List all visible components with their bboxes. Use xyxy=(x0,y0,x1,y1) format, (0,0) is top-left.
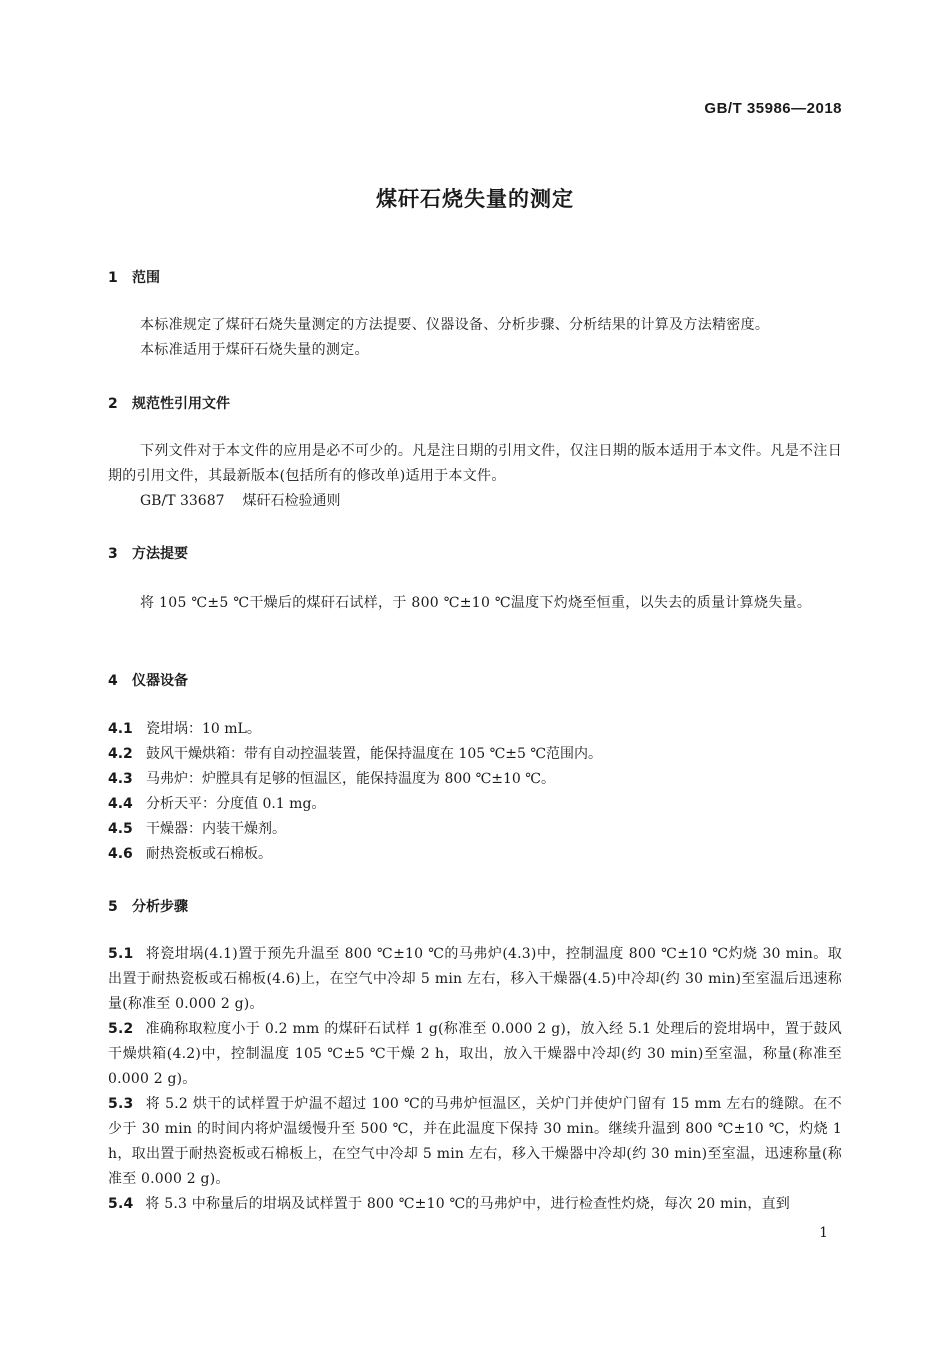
standard-number: GB/T 35986—2018 xyxy=(704,100,842,117)
section-heading-scope xyxy=(108,267,160,287)
section-number: 4 xyxy=(108,673,118,689)
section-number: 1 xyxy=(108,270,118,286)
section-number: 2 xyxy=(108,396,118,412)
list-item xyxy=(108,767,555,792)
item-text: 鼓风干燥烘箱：带有自动控温装置，能保持温度在 105 ℃±5 ℃范围内。 xyxy=(146,746,603,762)
step-text: 将瓷坩埚(4.1)置于预先升温至 800 ℃±10 ℃的马弗炉(4.3)中，控制温度 800 ℃±10 ℃灼烧 30 min。取出置于耐热瓷板或石棉板(4.6)上，在空气中冷却 5 min 左右，移入干燥器(4.5)中冷却(约 30 min)至室温后迅速称量(称准至 0.000 2 g)。 xyxy=(108,946,842,1012)
list-item xyxy=(108,717,261,742)
section-title: 方法提要 xyxy=(132,546,188,562)
item-number: 4.1 xyxy=(108,721,133,737)
item-text: 分析天平：分度值 0.1 mg。 xyxy=(146,796,326,812)
step-number: 5.1 xyxy=(108,946,134,962)
section-heading-apparatus xyxy=(108,670,188,690)
section-title: 分析步骤 xyxy=(132,899,188,915)
item-number: 4.3 xyxy=(108,771,133,787)
procedure-step xyxy=(108,1017,842,1092)
item-text: 瓷坩埚：10 mL。 xyxy=(146,721,261,737)
page-number: 1 xyxy=(819,1225,828,1241)
step-number: 5.4 xyxy=(108,1196,134,1212)
item-number: 4.4 xyxy=(108,796,133,812)
reference-title: 煤矸石检验通则 xyxy=(242,493,341,509)
list-item xyxy=(108,817,286,842)
item-number: 4.2 xyxy=(108,746,133,762)
step-number: 5.3 xyxy=(108,1096,134,1112)
step-text: 将 5.2 烘干的试样置于炉温不超过 100 ℃的马弗炉恒温区，关炉门并使炉门留有 15 mm 左右的缝隙。在不少于 30 min 的时间内将炉温缓慢升至 500 ℃，并在此温度下保持 30 min。继续升温到 800 ℃±10 ℃，灼烧 1 h，取出置于耐热瓷板或石棉板上，在空气中冷却 5 min 左右，移入干燥器中冷却(约 30 min)至室温，迅速称量(称准至 0.000 2 g)。 xyxy=(108,1096,842,1187)
procedure-step xyxy=(108,1192,842,1217)
paragraph: 下列文件对于本文件的应用是必不可少的。凡是注日期的引用文件，仅注日期的版本适用于本文件。凡是不注日期的引用文件，其最新版本(包括所有的修改单)适用于本文件。 xyxy=(108,443,842,484)
section-title: 仪器设备 xyxy=(132,673,188,689)
paragraph: 将 105 ℃±5 ℃干燥后的煤矸石试样，于 800 ℃±10 ℃温度下灼烧至恒重，以失去的质量计算烧失量。 xyxy=(140,595,812,611)
item-text: 耐热瓷板或石棉板。 xyxy=(146,846,272,862)
section-number: 5 xyxy=(108,899,118,915)
list-item xyxy=(108,742,602,767)
item-number: 4.6 xyxy=(108,846,133,862)
step-text: 准确称取粒度小于 0.2 mm 的煤矸石试样 1 g(称准至 0.000 2 g)，放入经 5.1 处理后的瓷坩埚中，置于鼓风干燥烘箱(4.2)中，控制温度 105 ℃±5 ℃干燥 2 h，取出，放入干燥器中冷却(约 30 min)至室温，称量(称准至 0.000 2 g)。 xyxy=(108,1021,842,1087)
procedure-step xyxy=(108,942,842,1017)
item-number: 4.5 xyxy=(108,821,133,837)
paragraph: 本标准规定了煤矸石烧失量测定的方法提要、仪器设备、分析步骤、分析结果的计算及方法精密度。 xyxy=(140,317,770,333)
item-text: 马弗炉：炉膛具有足够的恒温区，能保持温度为 800 ℃±10 ℃。 xyxy=(146,771,555,787)
reference-code: GB/T 33687 xyxy=(140,493,225,509)
item-text: 干燥器：内装干燥剂。 xyxy=(146,821,286,837)
procedure-step xyxy=(108,1092,842,1192)
section-heading-method-principle xyxy=(108,543,188,563)
reference-entry xyxy=(140,489,341,514)
section-number: 3 xyxy=(108,546,118,562)
section-heading-normative-references xyxy=(108,393,230,413)
list-item xyxy=(108,792,325,817)
section-title: 范围 xyxy=(132,270,160,286)
list-item xyxy=(108,842,272,867)
paragraph: 本标准适用于煤矸石烧失量的测定。 xyxy=(140,342,369,358)
step-text: 将 5.3 中称量后的坩埚及试样置于 800 ℃±10 ℃的马弗炉中，进行检查性灼烧，每次 20 min，直到 xyxy=(145,1196,790,1212)
section-title: 规范性引用文件 xyxy=(132,396,230,412)
document-title: 煤矸石烧失量的测定 xyxy=(376,187,574,211)
step-number: 5.2 xyxy=(108,1021,134,1037)
section-heading-analysis-procedure xyxy=(108,896,188,916)
